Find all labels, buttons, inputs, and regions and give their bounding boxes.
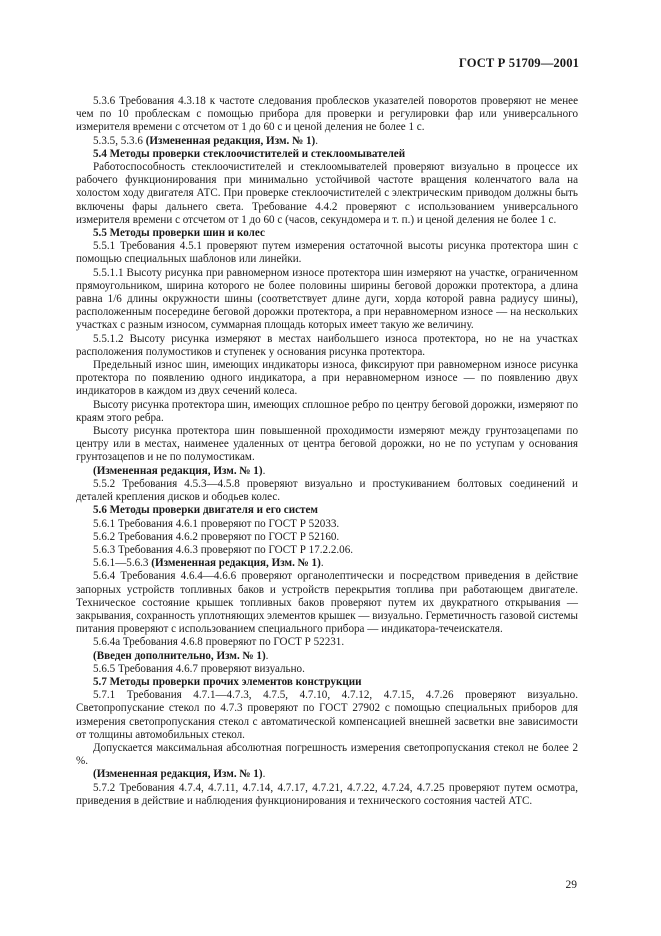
paragraph-5-5-1-1: 5.5.1.1 Высоту рисунка при равномерном износе протектора шин измеряют на участке, ограниченном прямоугольником, ширина которого не более половины ширины беговой дорожки протектора, а длина равна 1/6 длины окружности шины (соответствует длине дуги, хорда которой равна радиусу шины), расположенным посередине беговой дорожки протектора, а при неравномерном износе — на нескольких участках с разным износом, суммарная площадь которых имеет такую же величину. xyxy=(76,266,578,332)
amendment-tail: . xyxy=(262,464,266,477)
section-heading-5-4: 5.4 Методы проверки стеклоочистителей и стеклоомывателей xyxy=(93,147,406,160)
amendment-bold: (Измененная редакция, Изм. № 1) xyxy=(145,134,316,147)
amendment-note xyxy=(76,135,578,148)
section-heading-5-7: 5.7 Методы проверки прочих элементов конструкции xyxy=(93,675,362,688)
paragraph-5-6-1: 5.6.1 Требования 4.6.1 проверяют по ГОСТ Р 52033. xyxy=(93,517,340,530)
paragraph-5-3-6: 5.3.6 Требования 4.3.18 к частоте следования проблесков указателей поворотов проверяют не менее чем по 10 проблескам с помощью прибора для проверки и регулировки фар или универсального измерителя времени с отсчетом от 1 до 60 с и ценой деления не более 1 с. xyxy=(76,95,578,134)
paragraph-5-6-4a: 5.6.4а Требования 4.6.8 проверяют по ГОСТ Р 52231. xyxy=(93,636,345,649)
paragraph-5-7-2: 5.7.2 Требования 4.7.4, 4.7.11, 4.7.14, 4.7.17, 4.7.21, 4.7.22, 4.7.24, 4.7.25 проверяют путем осмотра, приведения в действие и наблюдения функционирования и технического состояния частей АТС. xyxy=(76,781,578,807)
section-heading-5-5: 5.5 Методы проверки шин и колес xyxy=(93,227,265,240)
amendment-bold: (Введен дополнительно, Изм. № 1) xyxy=(93,649,266,662)
amendment-note xyxy=(76,650,578,663)
amendment-prefix: 5.3.5, 5.3.6 xyxy=(93,134,146,147)
document-body xyxy=(76,95,578,808)
paragraph-off-road-tires: Высоту рисунка протектора шин повышенной проходимости измеряют между грунтозацепами по центру или в местах, наименее удаленных от центра беговой дорожки, но не по уступам у основания грунтозацепов и не по полумостикам. xyxy=(76,425,578,464)
paragraph-5-5-1: 5.5.1 Требования 4.5.1 проверяют путем измерения остаточной высоты рисунка протектора шин с помощью специальных шаблонов или линейки. xyxy=(76,240,578,266)
page-number: 29 xyxy=(565,879,577,891)
amendment-tail: . xyxy=(315,134,319,147)
paragraph-5-6-2: 5.6.2 Требования 4.6.2 проверяют по ГОСТ Р 52160. xyxy=(93,530,340,543)
amendment-bold: (Измененная редакция, Изм. № 1) xyxy=(93,768,263,781)
amendment-bold: (Измененная редакция, Изм. № 1) xyxy=(93,464,263,477)
paragraph-tolerance: Допускается максимальная абсолютная погрешность измерения светопропускания стекол не более 2 %. xyxy=(76,741,578,768)
amendment-prefix: 5.6.1—5.6.3 xyxy=(93,557,152,570)
document-header: ГОСТ Р 51709—2001 xyxy=(458,56,579,70)
paragraph-wipers: Работоспособность стеклоочистителей и стеклоомывателей проверяют визуально в процессе их рабочего функционирования при минимально устойчивой частоте вращения коленчатого вала на холостом ходу двигателя АТС. При проверке стеклоочистителей с электрическим приводом должны быть включены фары дальнего света. Требование 4.4.2 проверяют с использованием универсального измерителя времени с отсчетом от 1 до 60 с (часов, секундомера и т. п.) и ценой деления не более 1 с. xyxy=(76,161,578,226)
amendment-note xyxy=(76,465,578,478)
amendment-note xyxy=(76,768,578,781)
paragraph-wear-indicators: Предельный износ шин, имеющих индикаторы износа, фиксируют при равномерном износе рисунка протектора по появлению одного индикатора, а при неравномерном износе — по появлению двух индикаторов в каждом из двух сечений колеса. xyxy=(76,359,578,398)
paragraph-5-6-3: 5.6.3 Требования 4.6.3 проверяют по ГОСТ Р 17.2.2.06. xyxy=(93,543,354,556)
amendment-tail: . xyxy=(320,557,324,570)
paragraph-solid-rib: Высоту рисунка протектора шин, имеющих сплошное ребро по центру беговой дорожки, измеряют по краям этого ребра. xyxy=(76,398,578,424)
paragraph-5-5-1-2: 5.5.1.2 Высоту рисунка измеряют в местах наибольшего износа протектора, но не на участках расположения полумостиков и ступенек у основания рисунка протектора. xyxy=(76,332,578,358)
paragraph-5-6-5: 5.6.5 Требования 4.6.7 проверяют визуально. xyxy=(93,662,305,675)
paragraph-5-5-2: 5.5.2 Требования 4.5.3—4.5.8 проверяют визуально и простукиванием болтовых соединений и деталей крепления дисков и ободьев колес. xyxy=(76,477,578,504)
amendment-tail: . xyxy=(265,649,269,662)
amendment-note xyxy=(76,557,578,570)
paragraph-5-7-1: 5.7.1 Требования 4.7.1—4.7.3, 4.7.5, 4.7.10, 4.7.12, 4.7.15, 4.7.26 проверяют визуально. Светопропускание стекол по 4.7.3 проверяют по ГОСТ 27902 с помощью специальных приборов для измерения светопропускания стекол с автоматической компенсацией внешней засветки вне зависимости от толщины автомобильных стекол. xyxy=(76,689,578,741)
paragraph-5-6-4: 5.6.4 Требования 4.6.4—4.6.6 проверяют органолептически и посредством приведения в действие запорных устройств топливных баков и устройств перекрытия топлива при работающем двигателе. Техническое состояние крышек топливных баков проверяют путем их двукратного открывания — закрывания, сохранность уплотняющих элементов крышек — визуально. Герметичность газовой системы питания проверяют с использованием специального прибора — индикатора-течеискателя. xyxy=(76,570,578,636)
section-heading-5-6: 5.6 Методы проверки двигателя и его систем xyxy=(93,504,318,517)
amendment-tail: . xyxy=(262,768,266,781)
amendment-bold: (Измененная редакция, Изм. № 1) xyxy=(151,557,321,570)
